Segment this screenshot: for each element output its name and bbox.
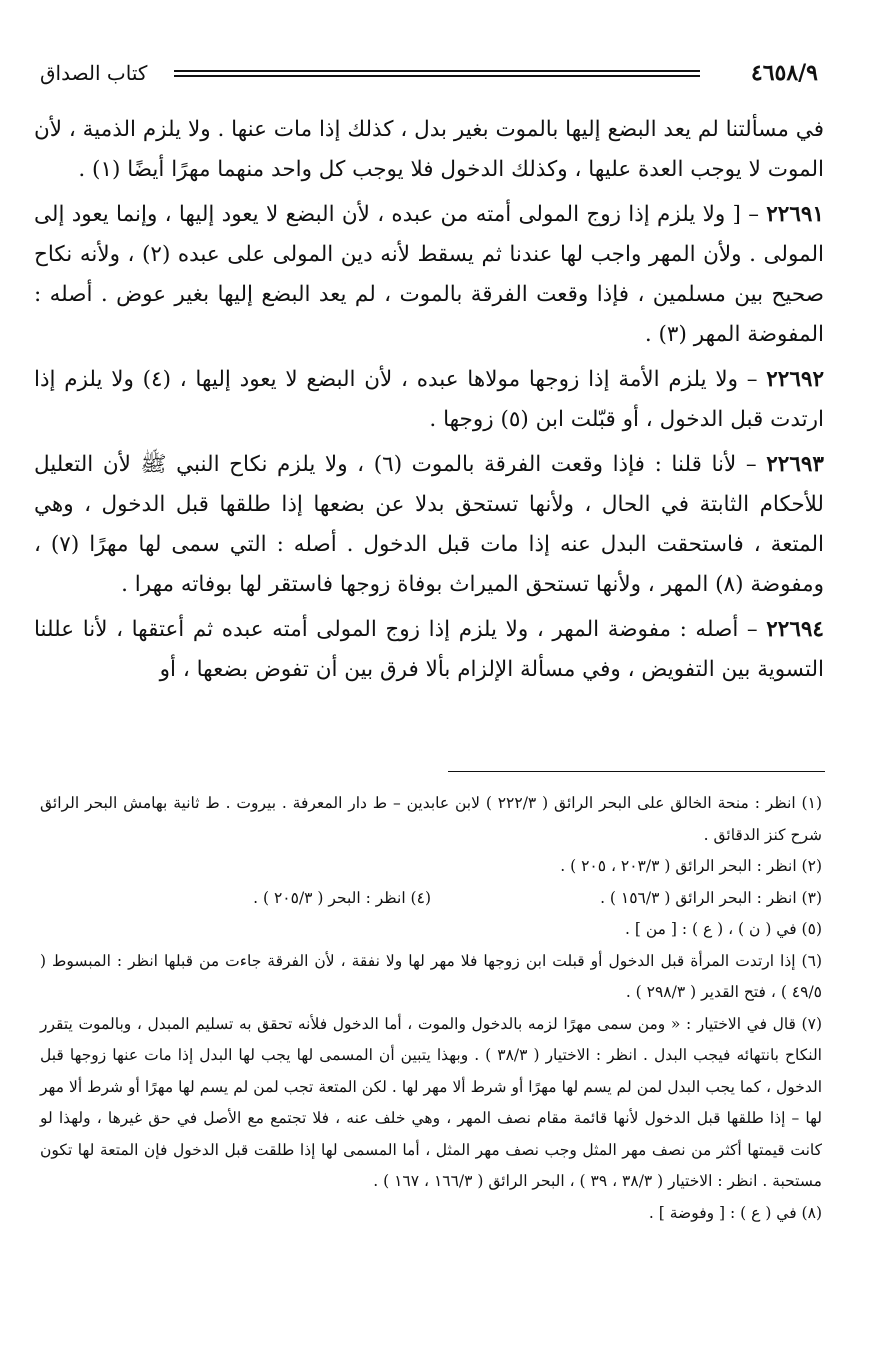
intro-paragraph: في مسألتنا لم يعد البضع إليها بالموت بغير بدل ، كذلك إذا مات عنها . ولا يلزم الذمية ، لأن الموت لا يوجب العدة عليها ، وكذلك الدخول فلا يوجب كل واحد منهما مهرًا أيضًا (١) . (34, 117, 824, 182)
paragraph-number: ٢٢٦٩٤ (766, 617, 824, 642)
paragraph-22691 (34, 195, 824, 355)
paragraph-text: – [ ولا يلزم إذا زوج المولى أمته من عبده ، لأن البضع لا يعود إليها ، وإنما يعود إلى المولى . ولأن المهر واجب لها عندنا ثم يسقط لأنه دين المولى على عبده (٢) ، ولأنه نكاح صحيح بين مسلمين ، فإذا وقعت الفرقة بالموت ، لم يعد البضع إليها بغير عوض . أصله : المفوضة المهر (٣) . (34, 202, 824, 347)
paragraph-22693 (34, 445, 824, 605)
paragraph-text: – لأنا قلنا : فإذا وقعت الفرقة بالموت (٦) ، ولا يلزم نكاح النبي ﷺ لأن التعليل للأحكام الثابتة في الحال ، ولأنها تستحق بدلا عن بضعها إذا طلقها قبل الدخول ، وهي المتعة ، فاستحقت البدل عنه إذا مات قبل الدخول . أصله : التي سمى لها مهرًا (٧) ، ومفوضة (٨) المهر ، ولأنها تستحق الميراث بوفاة زوجها فاستقر لها بوفاته مهرا . (34, 452, 825, 597)
footnote-3: (٣) انظر : البحر الرائق ( ١٥٦/٣ ) . (600, 888, 822, 907)
footnote-2: (٢) انظر : البحر الرائق ( ٢٠٣/٣ ، ٢٠٥ ) . (560, 857, 822, 875)
header-rule (174, 70, 700, 77)
paragraph-22692 (34, 360, 824, 440)
footnote-divider (448, 771, 825, 772)
page-header (40, 58, 818, 92)
paragraph-number: ٢٢٦٩١ (766, 202, 824, 227)
paragraph-number: ٢٢٦٩٣ (766, 452, 824, 477)
footnote-row (40, 883, 822, 915)
page-number: ٤٦٥٨/٩ (750, 60, 818, 86)
paragraph-22694 (34, 610, 824, 690)
footnote-7: (٧) قال في الاختيار : « ومن سمى مهرًا لزمه بالدخول والموت ، أما الدخول فلأنه تحقق به تسليم المبدل ، وبالموت يتقرر النكاح بانتهائه فيجب البدل . انظر : الاختيار ( ٣٨/٣ ) . وبهذا يتبين أن المسمى لها يجب لها البدل إذا مات عنها زوجها قبل الدخول ، كما يجب البدل لمن لم يسم لها مهرًا أو شرط ألا مهر لها . لكن المتعة تجب لمن لم يسم لها مهرًا أو شرط ألا مهر لها – إذا طلقها قبل الدخول لأنها قائمة مقام نصف المهر ، وهي خلف عنه ، فلا تجتمع مع الأصل في حق غيرها ، ولهذا لو كانت قيمتها أكثر من نصف مهر المثل وجب نصف مهر المثل ، أما المسمى لها إذا طلقت قبل الدخول فإن المتعة لها تكون مستحبة . انظر : الاختيار ( ٣٨/٣ ، ٣٩ ) ، البحر الرائق ( ١٦٦/٣ ، ١٦٧ ) . (40, 1014, 822, 1190)
main-text (34, 110, 824, 695)
footnote-8: (٨) في ( ع ) : [ وفوضة ] . (648, 1203, 822, 1222)
paragraph-text: – أصله : مفوضة المهر ، ولا يلزم إذا زوج المولى أمته عبده ثم أعتقها ، لأنا عللنا التسوية بين التفويض ، وفي مسألة الإلزام بألا فرق بين أن تفوض بضعها ، أو (34, 617, 824, 682)
footnote-5: (٥) في ( ن ) ، ( ع ) : [ من ] . (625, 920, 822, 938)
paragraph-text: – ولا يلزم الأمة إذا زوجها مولاها عبده ، لأن البضع لا يعود إليها ، (٤) ولا يلزم إذا ارتدت قبل الدخول ، أو قبّلت ابن (٥) زوجها . (34, 367, 824, 432)
footnote-1: (١) انظر : منحة الخالق على البحر الرائق ( ٢٢٢/٣ ) لابن عابدين – ط دار المعرفة . بيروت . ط ثانية بهامش البحر الرائق شرح كنز الدقائق . (40, 794, 822, 844)
footnote-6: (٦) إذا ارتدت المرأة قبل الدخول أو قبلت ابن زوجها فلا مهر لها ولا نفقة ، لأن الفرقة جاءت من قبلها انظر : المبسوط ( ٤٩/٥ ) ، فتح القدير ( ٢٩٨/٣ ) . (40, 951, 822, 1001)
footnote-4: (٤) انظر : البحر ( ٢٠٥/٣ ) . (253, 888, 431, 907)
footnotes (40, 788, 822, 1229)
paragraph-number: ٢٢٦٩٢ (766, 367, 824, 392)
book-title: كتاب الصداق (40, 61, 148, 85)
